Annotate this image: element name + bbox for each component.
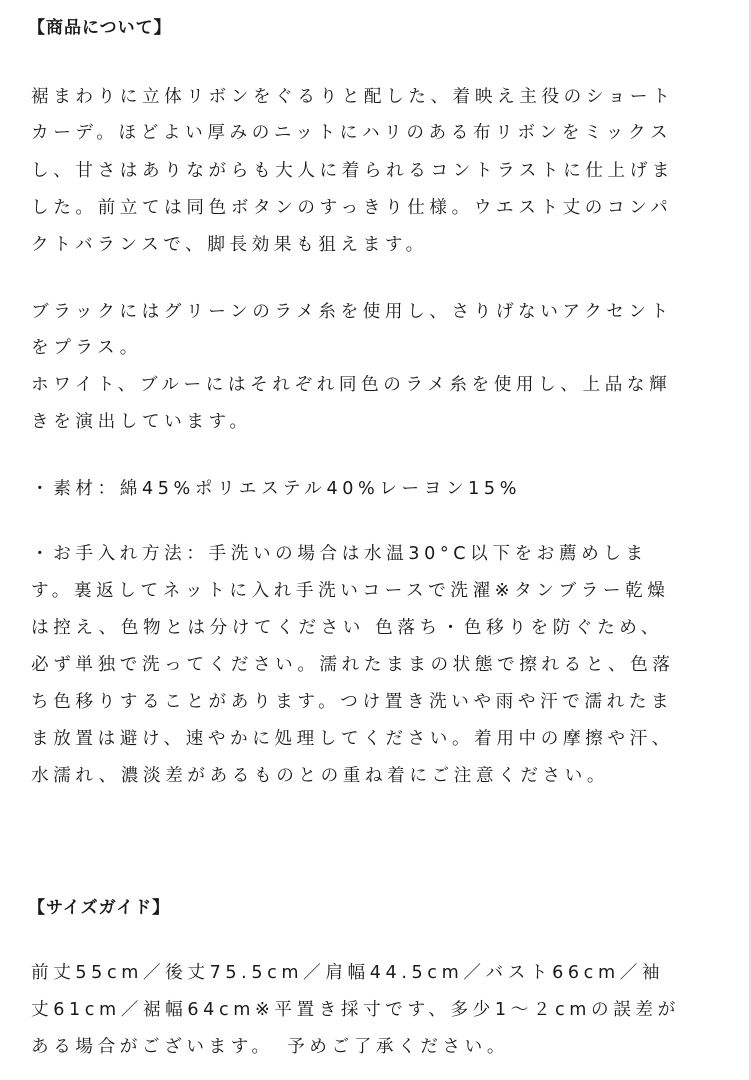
text-line: 前丈55cm／後丈75.5cm／肩幅44.5cm／バスト66cm／袖 (31, 963, 665, 983)
product-section-heading: 【商品について】 (28, 18, 172, 38)
text-line: す。裏返してネットに入れ手洗いコースで洗濯※タンブラー乾燥 (31, 581, 670, 601)
text-line: 必ず単独で洗ってください。濡れたままの状態で擦れると、色落 (31, 655, 675, 675)
text-line: ホワイト、ブルーにはそれぞれ同色のラメ糸を使用し、上品な輝 (31, 375, 672, 395)
text-line: ・お手入れ方法：手洗いの場合は水温30°C以下をお薦めしま (31, 544, 648, 564)
text-line: は控え、色物とは分けてください 色落ち・色移りを防ぐため、 (31, 618, 663, 638)
text-line: 裾まわりに立体リボンをぐるりと配した、着映え主役のショート (31, 87, 675, 107)
text-line: した。前立ては同色ボタンのすっきり仕様。ウエスト丈のコンパ (31, 198, 673, 218)
text-line: をプラス。 (31, 338, 142, 358)
text-line: クトバランスで、脚長効果も狙えます。 (31, 235, 428, 255)
text-line: ま放置は避け、速やかに処理してください。着用中の摩擦や汗、 (31, 729, 674, 749)
text-line: きを演出しています。 (31, 412, 252, 432)
text-line: カーデ。ほどよい厚みのニットにハリのある布リボンをミックス (31, 123, 673, 143)
text-line: ブラックにはグリーンのラメ糸を使用し、さりげないアクセント (31, 302, 673, 322)
material-line: ・素材：綿45%ポリエステル40%レーヨン15% (31, 479, 522, 499)
text-line: 丈61cm／裾幅64cm※平置き採寸です、多少1〜２cmの誤差が (31, 1000, 680, 1020)
text-line: 水濡れ、濃淡差があるものとの重ね着にご注意ください。 (31, 766, 610, 786)
text-line: ある場合がございます。 予めご了承ください。 (31, 1037, 510, 1057)
text-line: ち色移りすることがあります。つけ置き洗いや雨や汗で濡れたま (31, 692, 674, 712)
size-guide-heading: 【サイズガイド】 (28, 898, 171, 918)
text-line: し、甘さはありながらも大人に着られるコントラストに仕上げま (31, 161, 675, 181)
